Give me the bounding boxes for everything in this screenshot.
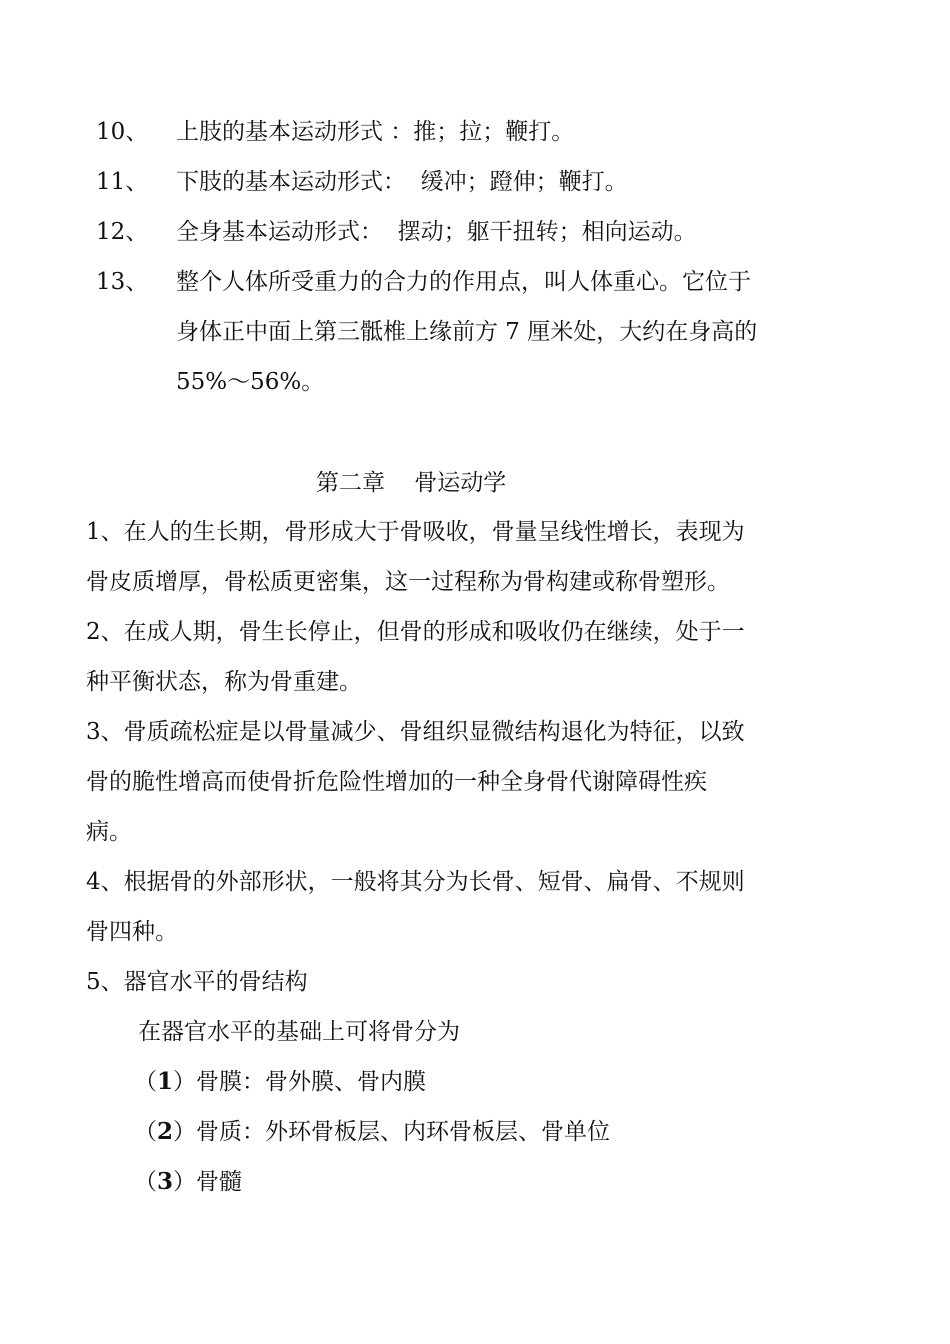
paragraph-3-line-1: 3、骨质疏松症是以骨量减少、骨组织显微结构退化为特征，以致: [86, 719, 745, 745]
sub-item-close-paren: ）: [173, 1069, 197, 1095]
item-text-line-3: 55%～56%。: [176, 369, 325, 395]
item-number: 12、: [96, 219, 149, 245]
paragraph-4-line-1: 4、根据骨的外部形状，一般将其分为长骨、短骨、扁骨、不规则: [86, 869, 745, 895]
item-text: 全身基本运动形式： 摆动；躯干扭转；相向运动。: [176, 219, 697, 245]
paragraph-5-line-1: 5、器官水平的骨结构: [86, 969, 308, 995]
chapter-title: 第二章 骨运动学: [316, 470, 507, 496]
paragraph-3-line-3: 病。: [86, 819, 132, 845]
sub-item-1: [134, 1057, 426, 1107]
paragraph-2-line-2: 种平衡状态，称为骨重建。: [86, 669, 362, 695]
sub-item-number: 3: [157, 1168, 174, 1195]
paragraph-4-line-2: 骨四种。: [86, 919, 178, 945]
sub-item-open-paren: （: [134, 1169, 157, 1195]
paragraph-1-line-1: 1、在人的生长期，骨形成大于骨吸收，骨量呈线性增长，表现为: [86, 519, 745, 545]
item-number: 13、: [96, 269, 149, 295]
sub-item-2: [134, 1107, 610, 1157]
sub-item-close-paren: ）: [173, 1119, 197, 1145]
item-text: 上肢的基本运动形式 ：推；拉；鞭打。: [176, 119, 575, 145]
item-number: 10、: [96, 119, 149, 145]
sub-item-text: 骨髓: [196, 1169, 243, 1195]
sub-item-number: 1: [157, 1068, 174, 1095]
item-text-line-2: 身体正中面上第三骶椎上缘前方 7 厘米处，大约在身高的: [176, 319, 758, 345]
sub-item-3: [134, 1157, 242, 1207]
sub-item-number: 2: [157, 1118, 174, 1145]
item-text-line-1: 整个人体所受重力的合力的作用点，叫人体重心。它位于: [176, 269, 751, 295]
sub-item-text: 骨质：外环骨板层、内环骨板层、骨单位: [196, 1119, 611, 1145]
sub-item-close-paren: ）: [173, 1169, 197, 1195]
sub-item-open-paren: （: [134, 1119, 157, 1145]
paragraph-2-line-1: 2、在成人期，骨生长停止，但骨的形成和吸收仍在继续，处于一: [86, 619, 745, 645]
subsection-intro: 在器官水平的基础上可将骨分为: [138, 1019, 460, 1045]
paragraph-1-line-2: 骨皮质增厚，骨松质更密集，这一过程称为骨构建或称骨塑形。: [86, 569, 730, 595]
item-text: 下肢的基本运动形式： 缓冲；蹬伸；鞭打。: [176, 169, 628, 195]
item-number: 11、: [96, 169, 149, 195]
sub-item-text: 骨膜：骨外膜、骨内膜: [196, 1069, 427, 1095]
sub-item-open-paren: （: [134, 1069, 157, 1095]
paragraph-3-line-2: 骨的脆性增高而使骨折危险性增加的一种全身骨代谢障碍性疾: [86, 769, 707, 795]
